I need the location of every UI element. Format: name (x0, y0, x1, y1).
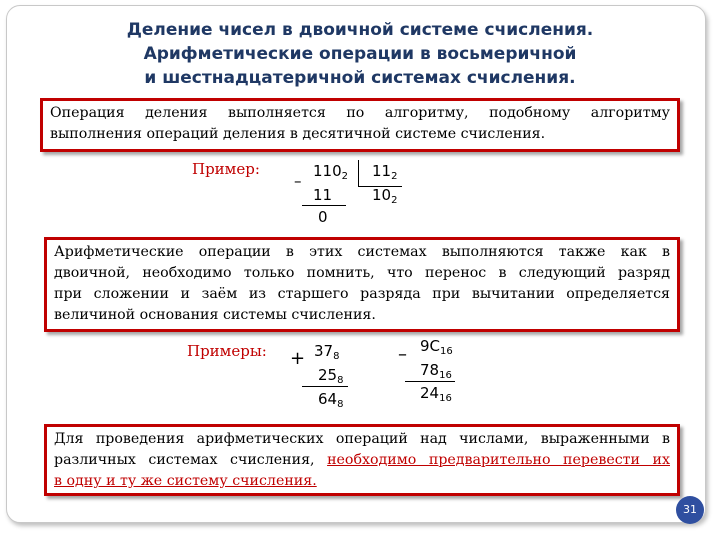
minuend-value: 9C (420, 337, 441, 355)
subtraction-result-line (405, 381, 455, 382)
conversion-note-line-3 (54, 471, 670, 492)
addition-result-value: 64 (318, 390, 338, 408)
operand-a-value: 37 (314, 342, 334, 360)
subtraction-result (420, 384, 452, 404)
examples-label: Примеры: (187, 342, 267, 360)
dividend-base: 2 (341, 171, 349, 182)
arithmetic-rule-line-3: при сложении и заём из старшего разряда при вычитании определяется (54, 286, 670, 302)
example-label: Пример: (192, 160, 260, 178)
conversion-note-box (44, 424, 680, 496)
divisor-value: 11 (372, 162, 392, 180)
subtraction-operand-a (420, 337, 453, 357)
operand-b-value: 25 (318, 366, 338, 384)
conversion-note-emphasis-2: в одну и ту же систему счисления. (54, 473, 317, 489)
arithmetic-rule-box (44, 237, 680, 332)
conversion-note-line-1: Для проведения арифметических операций над числами, выраженными в (54, 431, 670, 447)
addition-operand-a (314, 342, 339, 362)
operand-b-base: 8 (337, 375, 344, 386)
division-remainder: 0 (318, 208, 328, 226)
conversion-note-plain-text: различных системах счисления, (54, 452, 328, 468)
subtraction-operand-b (420, 361, 452, 381)
quotient-value: 10 (372, 186, 392, 204)
title-line-2: Арифметические операции в восьмеричной (143, 44, 577, 64)
quotient-base: 2 (391, 195, 398, 206)
addition-result (318, 390, 343, 410)
division-subtraction-line (302, 205, 346, 206)
difference-value: 24 (420, 384, 440, 402)
difference-base: 16 (439, 393, 452, 404)
addition-plus-sign: + (290, 348, 306, 369)
arithmetic-rule-line-2: двоичной, необходимо только помнить, что перенос в следующий разряд (54, 265, 670, 281)
operand-a-base: 8 (333, 351, 340, 362)
addition-result-line (302, 386, 348, 387)
slide-title (60, 18, 660, 90)
division-subtrahend: 11 (313, 186, 333, 204)
title-line-3: и шестнадцатеричной системах счисления. (144, 68, 576, 88)
division-rule-line-1: Операция деления выполняется по алгоритму, подобному алгоритму (50, 105, 670, 121)
addition-operand-b (318, 366, 343, 386)
conversion-note-line-2 (54, 450, 670, 471)
arithmetic-rule-line-4: величиной основания системы счисления. (54, 307, 376, 323)
subtraction-minus-sign: – (398, 344, 407, 365)
subtrahend-base: 16 (439, 370, 452, 381)
title-line-1: Деление чисел в двоичной системе счисления. (126, 20, 594, 40)
page-number-badge: 31 (676, 496, 704, 524)
addition-result-base: 8 (337, 399, 344, 410)
division-divisor (372, 162, 397, 182)
division-dividend (313, 162, 348, 182)
arithmetic-rule-line-1: Арифметические операции в этих системах выполняются также как в (54, 244, 670, 260)
dividend-value: 110 (313, 162, 342, 180)
divisor-base: 2 (391, 171, 398, 182)
division-minus-sign: – (294, 172, 302, 190)
minuend-base: 16 (440, 346, 453, 357)
division-vertical-bar (358, 160, 359, 186)
subtrahend-value: 78 (420, 361, 440, 379)
conversion-note-emphasis-1: необходимо предварительно перевести их (327, 452, 670, 468)
division-quotient (372, 186, 397, 206)
division-rule-line-2: выполнения операций деления в десятичной системе счисления. (50, 126, 546, 142)
division-rule-box (40, 98, 680, 152)
